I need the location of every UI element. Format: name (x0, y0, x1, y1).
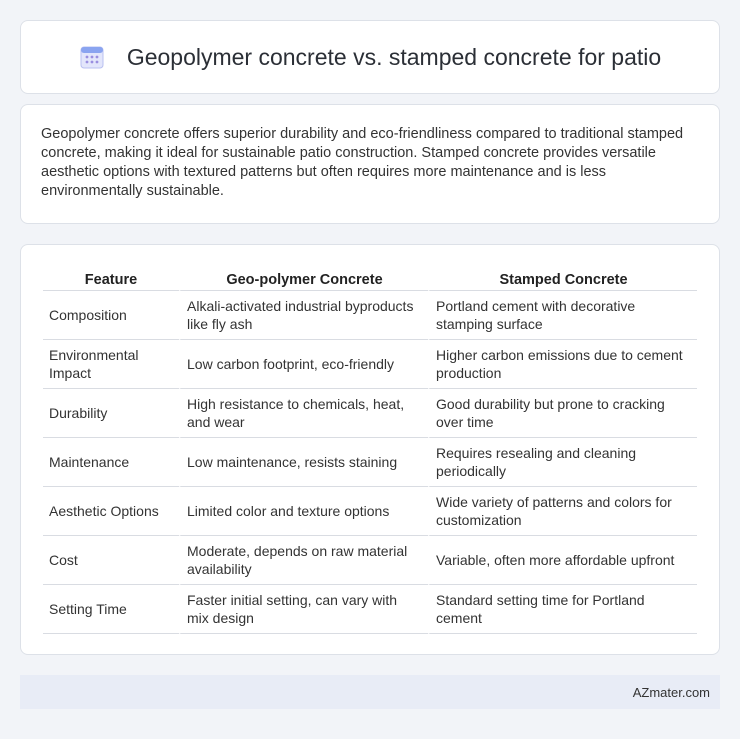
calendar-icon (79, 44, 105, 70)
table-row (43, 487, 697, 536)
stamped-cell: Standard setting time for Portland cement (428, 585, 697, 634)
feature-cell: Setting Time (43, 585, 179, 634)
stamped-cell: Wide variety of patterns and colors for customization (428, 487, 697, 536)
table-row (43, 585, 697, 634)
geopolymer-cell: High resistance to chemicals, heat, and wear (179, 389, 428, 438)
geopolymer-cell: Limited color and texture options (179, 487, 428, 536)
geopolymer-cell: Low maintenance, resists staining (179, 438, 428, 487)
feature-cell: Composition (43, 291, 179, 340)
table-row (43, 389, 697, 438)
geopolymer-cell: Faster initial setting, can vary with mix design (179, 585, 428, 634)
table-row (43, 438, 697, 487)
page-title: Geopolymer concrete vs. stamped concrete for patio (126, 43, 662, 70)
footer-brand: AZmater.com (632, 684, 710, 700)
stamped-cell: Portland cement with decorative stamping surface (428, 291, 697, 340)
feature-cell: Maintenance (43, 438, 179, 487)
stamped-cell: Higher carbon emissions due to cement production (428, 340, 697, 389)
column-header-stamped: Stamped Concrete (428, 265, 697, 291)
table-row (43, 536, 697, 585)
table-row (43, 291, 697, 340)
table-header-row (43, 265, 697, 291)
table-row (43, 340, 697, 389)
summary-text: Geopolymer concrete offers superior durability and eco-friendliness compared to traditional stamped concrete, making it ideal for sustainable patio construction. Stamped concrete provides versatile aesthetic options with textured patterns but often requires more maintenance and is less environmentally sustainable. (41, 126, 684, 199)
footer-bar (20, 675, 720, 709)
comparison-card (20, 244, 720, 655)
stamped-cell: Requires resealing and cleaning periodically (428, 438, 697, 487)
summary-card (20, 104, 720, 224)
stamped-cell: Good durability but prone to cracking over time (428, 389, 697, 438)
comparison-table (43, 265, 697, 634)
feature-cell: Durability (43, 389, 179, 438)
feature-cell: Aesthetic Options (43, 487, 179, 536)
column-header-geopolymer: Geo-polymer Concrete (179, 265, 428, 291)
geopolymer-cell: Moderate, depends on raw material availability (179, 536, 428, 585)
geopolymer-cell: Alkali-activated industrial byproducts like fly ash (179, 291, 428, 340)
title-card (20, 20, 720, 94)
geopolymer-cell: Low carbon footprint, eco-friendly (179, 340, 428, 389)
stamped-cell: Variable, often more affordable upfront (428, 536, 697, 585)
feature-cell: Environmental Impact (43, 340, 179, 389)
column-header-feature: Feature (43, 265, 179, 291)
feature-cell: Cost (43, 536, 179, 585)
